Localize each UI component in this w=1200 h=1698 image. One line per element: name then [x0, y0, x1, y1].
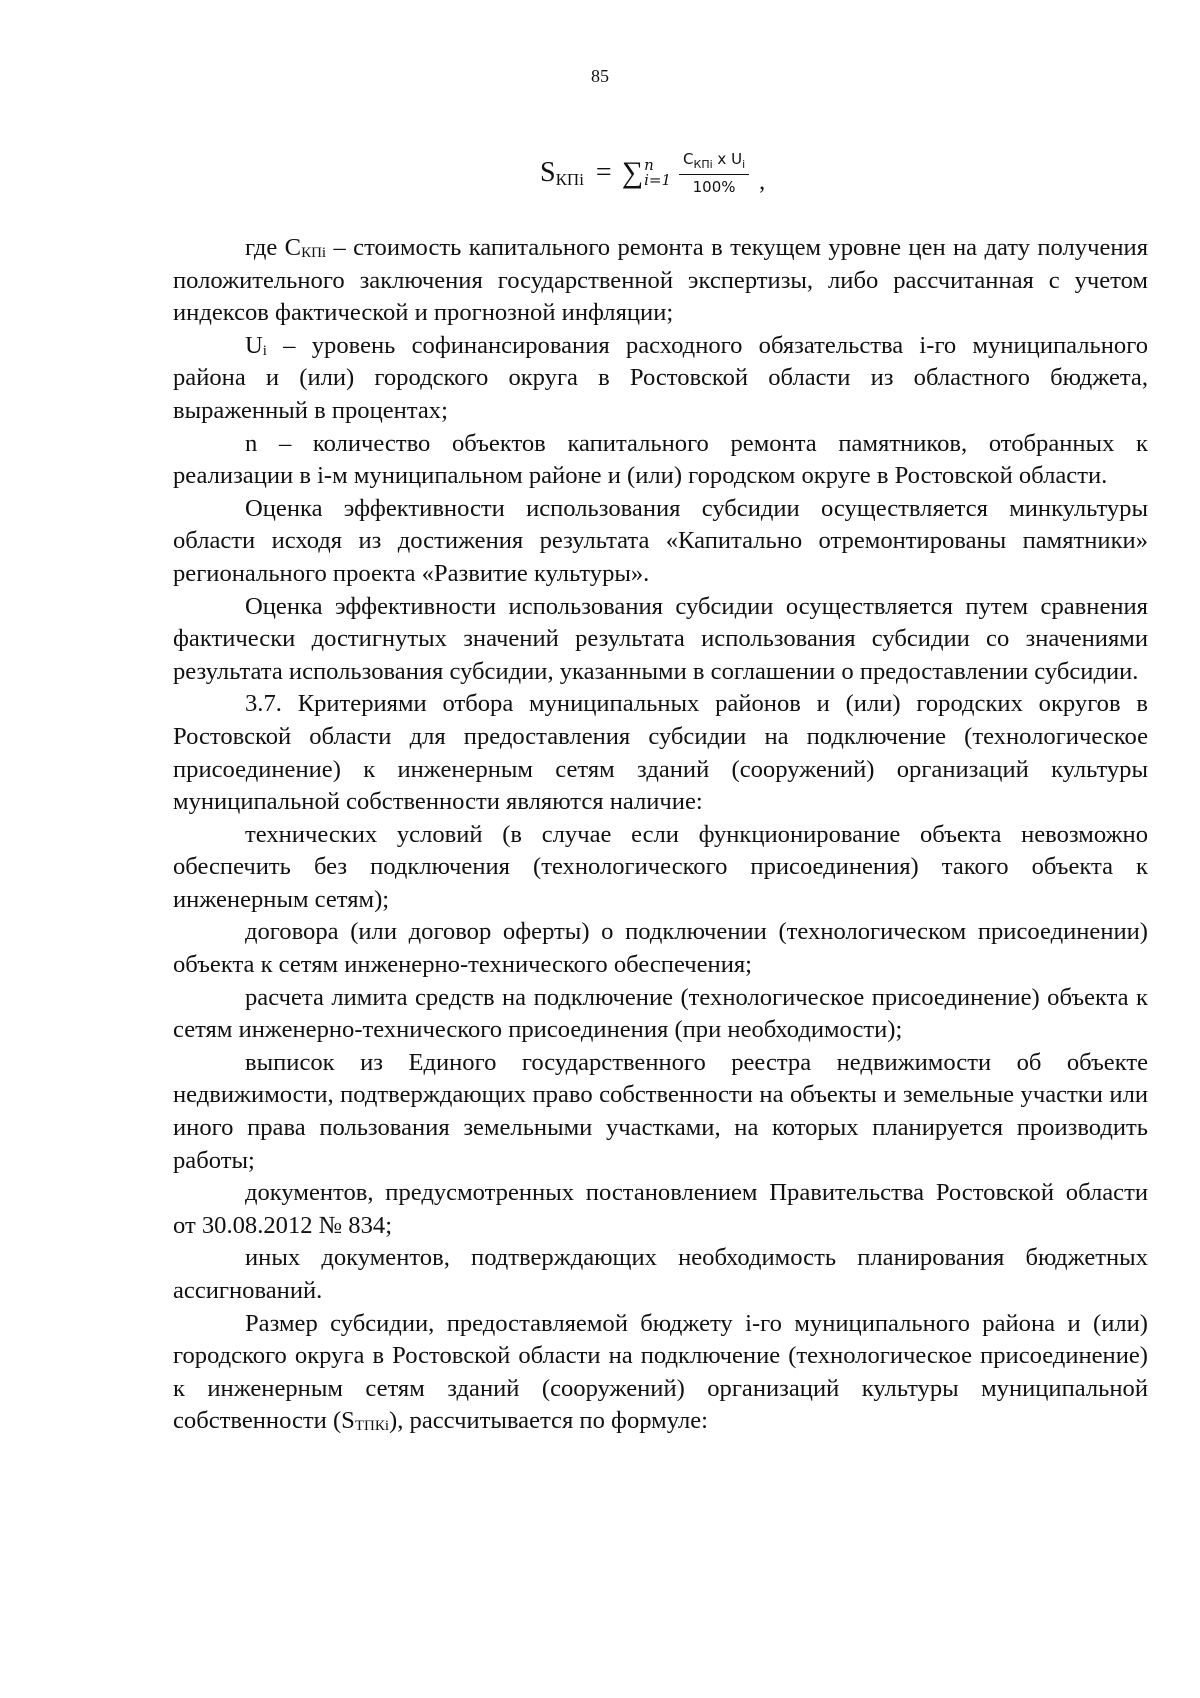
- formula-sum: [622, 156, 671, 190]
- formula-comma: ,: [759, 168, 766, 195]
- formula-equals: =: [595, 157, 612, 188]
- body-text: [173, 232, 1148, 1438]
- paragraph-efficiency-comparison: Оценка эффективности использования субсидии осуществляется путем сравнения фактически достигнутых значений результата использования субсидии со значениями результата использования субсидии, указанными в соглашении о предоставлении субсидии.: [173, 592, 1148, 685]
- lower-limit: i=1: [644, 171, 672, 189]
- sigma-symbol: ∑: [621, 156, 644, 189]
- paragraph-subsidy-size: Размер субсидии, предоставляемой бюджету i-го муниципального района и (или) городского округа в Ростовской области на подключение (технологическое присоединение) к инженерным сетям зданий (сооружений) организаций культуры муниципальной собственности $(S_{ТПКi})$, рассчитывается по формуле:: [173, 1309, 1148, 1435]
- sum-limits: [644, 158, 671, 188]
- paragraph-documents: документов, предусмотренных постановлением Правительства Ростовской области от 30.08.2012 № 834;: [173, 1179, 1148, 1239]
- formula-skpi: [540, 150, 765, 196]
- paragraph-ui-definition: $U_i$ – уровень софинансирования расходного обязательства i-го муниципального района и (или) городского округа в Ростовской области из областного бюджета, выраженный в процентах;: [173, 331, 1148, 424]
- paragraph-n-definition: n – количество объектов капитального ремонта памятников, отобранных к реализации в i-м муниципальном районе и (или) городском округе в Ростовской области.: [173, 429, 1148, 490]
- paragraph-section-3-7: 3.7. Критериями отбора муниципальных районов и (или) городских округов в Ростовской области для предоставления субсидии на подключение (технологическое присоединение) к инженерным сетям зданий (сооружений) организаций культуры муниципальной собственности являются наличие:: [173, 690, 1148, 816]
- paragraph-limit-calculation: расчета лимита средств на подключение (технологическое присоединение) объекта к сетям инженерно-технического присоединения (при необходимости);: [173, 983, 1148, 1044]
- fraction-numerator: $С_{КПi}$ x $U_i$: [679, 150, 749, 175]
- paragraph-technical-conditions: технических условий (в случае если функционирование объекта невозможно обеспечить без подключения (технологического присоединения) такого объекта к инженерным сетям);: [173, 820, 1148, 913]
- paragraph-ckpi-definition: где $С_{КПi}$ – стоимость капитального ремонта в текущем уровне цен на дату получения положительного заключения государственной экспертизы, либо рассчитанная с учетом индексов фактической и прогнозной инфляции;: [173, 234, 1149, 327]
- formula-fraction: [679, 150, 749, 196]
- page-number: 85: [591, 66, 609, 86]
- paragraph-registry-extracts: выписок из Единого государственного реестра недвижимости об объекте недвижимости, подтверждающих право собственности на объекты и земельные участки или иного права пользования земельными участками, на которых планируется производить работы;: [173, 1048, 1148, 1174]
- formula-lhs: $S_{КПi}$: [540, 156, 584, 189]
- paragraph-other-documents: иных документов, подтверждающих необходимость планирования бюджетных ассигнований.: [173, 1244, 1148, 1304]
- paragraph-contract: договора (или договор оферты) о подключении (технологическом присоединении) объекта к сетям инженерно-технического обеспечения;: [173, 918, 1148, 979]
- paragraph-efficiency-assessment: Оценка эффективности использования субсидии осуществляется минкультуры области исходя из достижения результата «Капитально отремонтированы памятники» регионального проекта «Развитие культуры».: [173, 494, 1148, 587]
- fraction-denominator: 100%: [692, 178, 736, 196]
- upper-limit: n: [644, 156, 654, 174]
